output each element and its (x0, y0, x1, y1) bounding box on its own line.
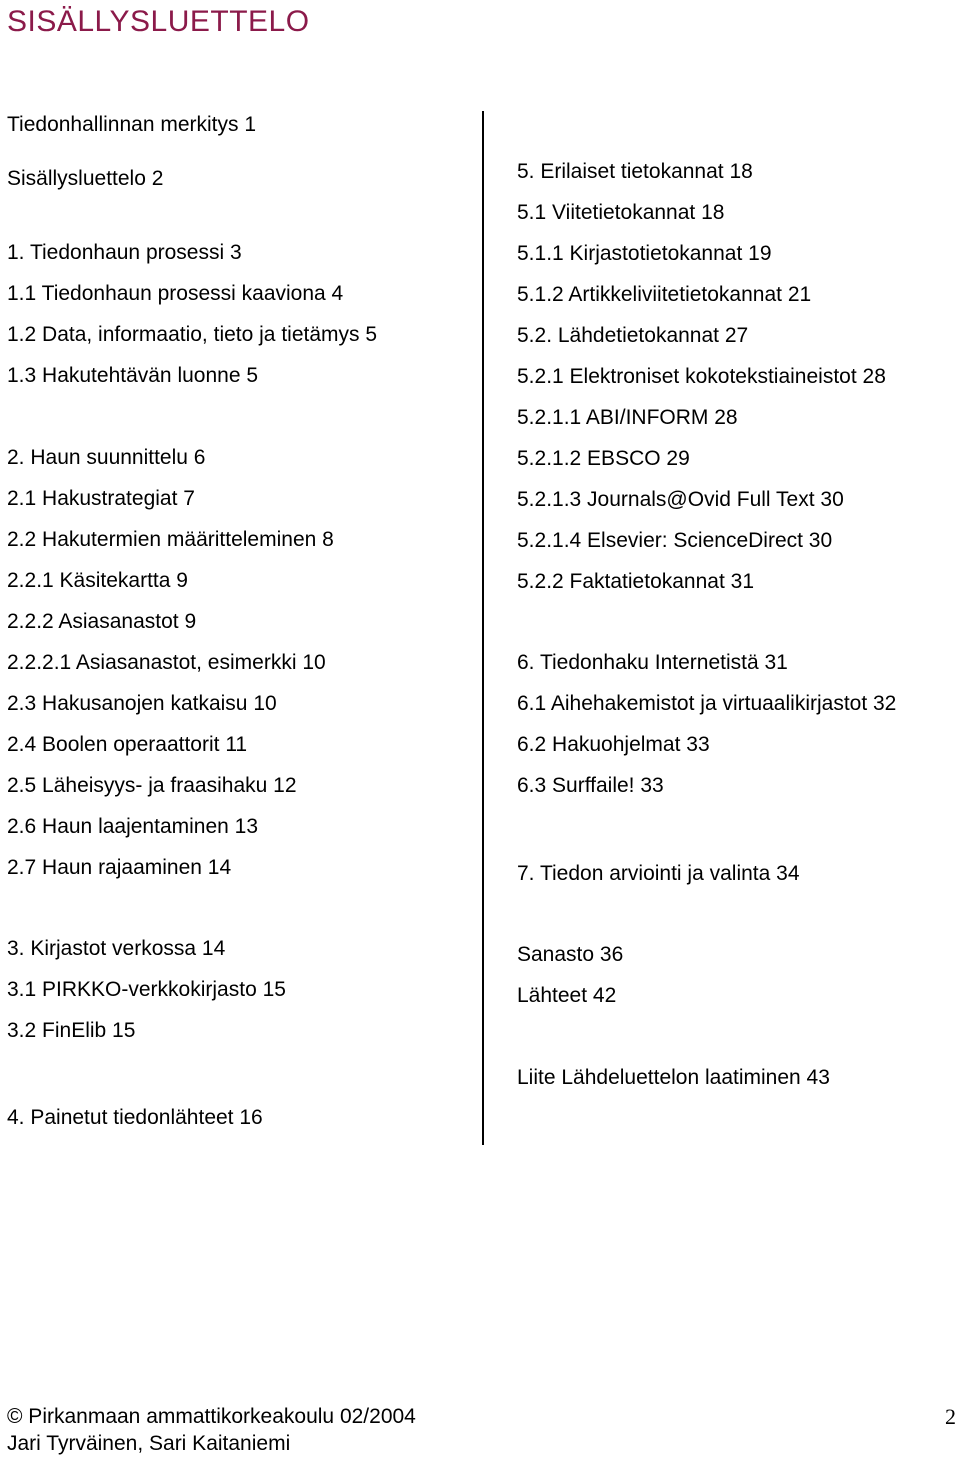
toc-entry[interactable]: 6. Tiedonhaku Internetistä 31 (517, 651, 788, 674)
toc-entry[interactable]: 6.3 Surffaile! 33 (517, 774, 664, 797)
toc-entry[interactable]: 2.6 Haun laajentaminen 13 (7, 815, 259, 838)
toc-entry[interactable]: 6.2 Hakuohjelmat 33 (517, 733, 710, 756)
toc-entry[interactable]: 5.1.1 Kirjastotietokannat 19 (517, 242, 772, 265)
page-number: 2 (945, 1404, 956, 1429)
toc-entry[interactable]: 5.2.1 Elektroniset kokotekstiaineistot 28 (517, 365, 886, 388)
toc-entry[interactable]: 5.2.1.2 EBSCO 29 (517, 447, 690, 470)
toc-entry[interactable]: 2.7 Haun rajaaminen 14 (7, 856, 232, 879)
toc-entry[interactable]: Sisällysluettelo 2 (7, 167, 164, 190)
toc-entry[interactable]: 1.2 Data, informaatio, tieto ja tietämys 5 (7, 323, 378, 346)
column-divider (482, 111, 484, 1145)
toc-entry[interactable]: 2.4 Boolen operaattorit 11 (7, 733, 248, 756)
toc-entry[interactable]: 2.3 Hakusanojen katkaisu 10 (7, 692, 277, 715)
toc-entry[interactable]: 1.1 Tiedonhaun prosessi kaaviona 4 (7, 282, 344, 305)
toc-entry[interactable]: 2.1 Hakustrategiat 7 (7, 487, 195, 510)
toc-entry[interactable]: 5.1.2 Artikkeliviitetietokannat 21 (517, 283, 812, 306)
toc-entry[interactable]: 4. Painetut tiedonlähteet 16 (7, 1106, 263, 1129)
toc-entry[interactable]: Liite Lähdeluettelon laatiminen 43 (517, 1066, 830, 1089)
toc-entry[interactable]: 3. Kirjastot verkossa 14 (7, 937, 226, 960)
page-title: SISÄLLYSLUETTELO (7, 5, 310, 38)
toc-entry[interactable]: 5.2.1.1 ABI/INFORM 28 (517, 406, 738, 429)
toc-entry[interactable]: 1.3 Hakutehtävän luonne 5 (7, 364, 259, 387)
toc-entry[interactable]: 2. Haun suunnittelu 6 (7, 446, 206, 469)
toc-entry[interactable]: 5.2.1.4 Elsevier: ScienceDirect 30 (517, 529, 833, 552)
toc-entry[interactable]: 5.2.1.3 Journals@Ovid Full Text 30 (517, 488, 844, 511)
toc-entry[interactable]: Sanasto 36 (517, 943, 624, 966)
toc-entry[interactable]: 7. Tiedon arviointi ja valinta 34 (517, 862, 800, 885)
toc-entry[interactable]: 2.2.2 Asiasanastot 9 (7, 610, 197, 633)
toc-entry[interactable]: 5.2.2 Faktatietokannat 31 (517, 570, 754, 593)
toc-entry[interactable]: 3.2 FinElib 15 (7, 1019, 136, 1042)
toc-entry[interactable]: 5. Erilaiset tietokannat 18 (517, 160, 753, 183)
toc-entry[interactable]: 5.1 Viitetietokannat 18 (517, 201, 725, 224)
toc-entry[interactable]: 2.2.1 Käsitekartta 9 (7, 569, 188, 592)
toc-entry[interactable]: 2.2 Hakutermien määritteleminen 8 (7, 528, 334, 551)
toc-entry[interactable]: 3.1 PIRKKO-verkkokirjasto 15 (7, 978, 286, 1001)
toc-entry[interactable]: 2.5 Läheisyys- ja fraasihaku 12 (7, 774, 297, 797)
toc-entry[interactable]: 1. Tiedonhaun prosessi 3 (7, 241, 242, 264)
toc-entry[interactable]: 6.1 Aihehakemistot ja virtuaalikirjastot 32 (517, 692, 897, 715)
toc-entry[interactable]: Tiedonhallinnan merkitys 1 (7, 113, 257, 136)
toc-entry[interactable]: 5.2. Lähdetietokannat 27 (517, 324, 749, 347)
footer-authors: Jari Tyrväinen, Sari Kaitaniemi (7, 1432, 291, 1455)
toc-entry[interactable]: 2.2.2.1 Asiasanastot, esimerkki 10 (7, 651, 326, 674)
toc-entry[interactable]: Lähteet 42 (517, 984, 617, 1007)
footer-copyright: © Pirkanmaan ammattikorkeakoulu 02/2004 (7, 1405, 416, 1428)
